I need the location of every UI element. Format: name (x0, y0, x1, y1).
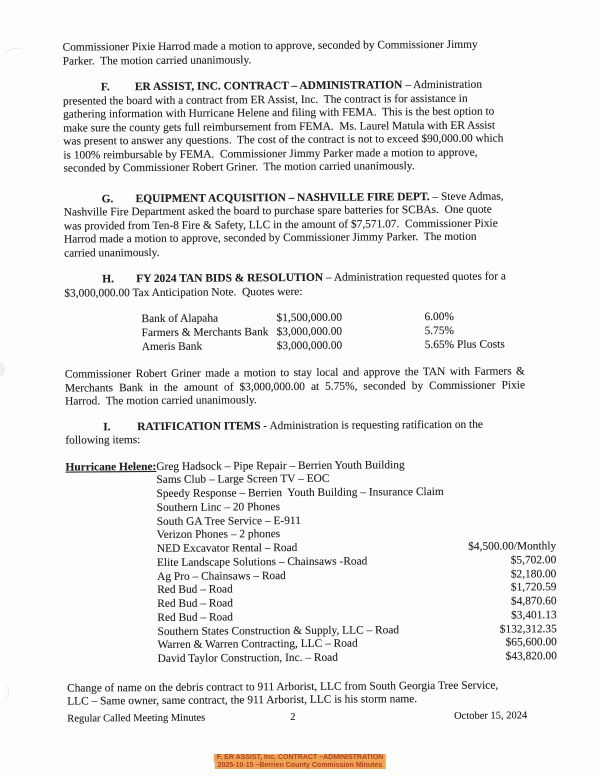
section-title: ER ASSIST, INC. CONTRACT – ADMINISTRATION (134, 79, 403, 94)
scan-artifact (0, 684, 9, 701)
item-description: Sams Club – Large Screen TV – EOC (156, 473, 330, 487)
item-amount (444, 471, 562, 486)
item-amount: $2,180.00 (510, 567, 557, 580)
item-amount: $43,820.00 (505, 650, 557, 663)
text-line: carried unanimously. (63, 246, 160, 260)
section-title: FY 2024 TAN BIDS & RESOLUTION (136, 271, 324, 286)
bid-rate: 6.00% (424, 310, 454, 324)
section-h-body (64, 284, 524, 301)
section-letter: I. (103, 420, 111, 433)
item-amount: $5,702.00 (510, 553, 557, 567)
section-heading-tail: – Steve Admas, (429, 190, 504, 203)
paragraph-debris-contract-name-change (67, 679, 527, 709)
paragraph-motion-intro (63, 38, 523, 68)
text-line: gathering information with Hurricane Helene and filing with FEMA. This is the best option to (63, 105, 495, 121)
scan-artifact (3, 46, 25, 62)
text-line: Harrod. The motion carried unanimously. (65, 394, 257, 408)
item-description: NED Excavator Rental – Road (156, 541, 298, 555)
paragraph-tan-motion (65, 365, 525, 409)
item-amount: $65,600.00 (505, 636, 557, 649)
bid-rate: 5.75% (424, 324, 455, 338)
section-title: RATIFICATION ITEMS (137, 419, 261, 433)
text-line: LLC – Same owner, same contract, the 911 Arborist, LLC is his storm name. (67, 693, 418, 708)
list-item (158, 650, 563, 667)
item-description: Red Bud – Road (157, 611, 234, 624)
item-description: Southern Linc – 20 Phones (156, 500, 281, 514)
section-heading-tail: – Administration requested quotes for a (323, 270, 506, 284)
section-g-equipment-acquisition (64, 190, 524, 261)
hurricane-helene-ratification-list (65, 458, 557, 667)
bid-rate: 5.65% Plus Costs (424, 338, 505, 352)
bank-name: Farmers & Merchants Bank (141, 326, 269, 340)
section-heading-tail: - Administration is requesting ratification on the (260, 418, 483, 432)
section-i-body (65, 431, 525, 448)
footer-date: October 15, 2024 (454, 710, 528, 722)
text-line: Change of name on the debris contract to 911 Arborist, LLC from South Georgia Tree Service, (67, 679, 499, 695)
footer-document-title: Regular Called Meeting Minutes (67, 712, 206, 725)
text-line: is 100% reimbursable by FEMA. Commissioner Jimmy Parker made a motion to approve, (63, 146, 478, 162)
text-line: $3,000,000.00 Tax Anticipation Note. Quotes were: (64, 285, 303, 300)
item-amount (444, 499, 562, 514)
text-line: was provided from Ten-8 Fire & Safety, LLC in the amount of $7,571.07. Commissioner Pixie (63, 217, 498, 233)
item-description: David Taylor Construction, Inc. – Road (157, 651, 338, 665)
item-amount (444, 458, 562, 473)
bid-amount: $3,000,000.00 (276, 339, 343, 353)
text-line: presented the board with a contract from ER Assist, Inc. The contract is for assistance in (62, 92, 468, 108)
item-description: Red Bud – Road (157, 583, 233, 597)
section-title: EQUIPMENT ACQUISITION – NASHVILLE FIRE DEPT. (135, 190, 430, 205)
text-line: was present to answer any questions. The cost of the contract is not to exceed $90,000.00 which (63, 132, 504, 148)
stamp-title-line: F. ER ASSIST, Inc. CONTRACT –ADMINISTRATION (214, 754, 386, 762)
tan-quotes-table (141, 309, 524, 354)
item-description: Verizon Phones – 2 phones (156, 528, 281, 542)
text-line: Harrod made a motion to approve, seconded by Commissioner Jimmy Parker. The motion (63, 230, 477, 246)
item-amount: $1,720.59 (510, 581, 557, 594)
item-description: Red Bud – Road (157, 597, 233, 610)
section-letter: H. (102, 273, 114, 286)
bid-amount: $3,000,000.00 (276, 325, 343, 339)
bank-name: Ameris Bank (141, 340, 203, 354)
item-description: Southern States Construction & Supply, LLC – Road (157, 623, 400, 638)
text-line: Parker. The motion carried unanimously. (62, 53, 252, 68)
item-description: South GA Tree Service – E-911 (156, 514, 301, 528)
item-description: Warren & Warren Contracting, LLC – Road (157, 637, 358, 652)
item-amount (444, 485, 562, 500)
item-amount (444, 513, 562, 528)
item-description: Greg Hadsock – Pipe Repair – Berrien Youth Building (156, 458, 405, 473)
text-line: Nashville Fire Department asked the board to purchase spare batteries for SCBAs. One quote (63, 203, 492, 219)
item-amount: $4,500.00/Monthly (468, 540, 557, 553)
text-line: seconded by Commissioner Robert Griner. The motion carried unanimously. (63, 160, 415, 175)
text-line: Merchants Bank in the amount of $3,000,000.00 at 5.75%, seconded by Commissioner Pixie (64, 378, 526, 395)
table-row (142, 337, 525, 354)
text-line: make sure the county gets full reimbursement from FEMA. Ms. Laurel Matula with ER Assist (63, 119, 496, 135)
document-content (62, 38, 557, 725)
text-line: following items: (65, 434, 141, 447)
scan-artifact (0, 362, 5, 377)
section-heading-tail: – Administration (402, 78, 483, 92)
footer-page-number: 2 (290, 711, 296, 723)
item-amount: $3,401.13 (511, 608, 557, 622)
stamp-source-line: 2025-10-15 –Berrien County Commission Minutes (215, 762, 386, 770)
annotation-stamp (214, 754, 386, 769)
section-g-body (64, 203, 524, 260)
text-line: Commissioner Pixie Harrod made a motion to approve, seconded by Commissioner Jimmy (62, 38, 478, 54)
item-amount (444, 526, 562, 541)
ratification-items (156, 458, 563, 667)
bank-name: Bank of Alapaha (141, 312, 219, 326)
section-f-body (63, 92, 524, 176)
item-amount: $4,870.60 (510, 595, 557, 608)
item-amount: $132,312.35 (499, 622, 557, 636)
item-description: Elite Landscape Solutions – Chainsaws -Road (156, 555, 368, 569)
section-f-er-assist-contract (63, 78, 524, 176)
hurricane-helene-label: Hurricane Helene: (65, 460, 157, 474)
bid-amount: $1,500,000.00 (276, 311, 343, 325)
item-description: Ag Pro – Chainsaws – Road (157, 569, 286, 583)
page-footer (67, 709, 527, 726)
section-h-tan-bids (64, 270, 524, 300)
text-line: Commissioner Robert Griner made a motion to stay local and approve the TAN with Farmers & (64, 365, 525, 381)
section-i-ratification-items (65, 418, 525, 448)
section-letter: G. (101, 192, 114, 205)
item-description: Speedy Response – Berrien Youth Building – Insurance Claim (156, 485, 444, 500)
section-letter: F. (100, 81, 110, 94)
